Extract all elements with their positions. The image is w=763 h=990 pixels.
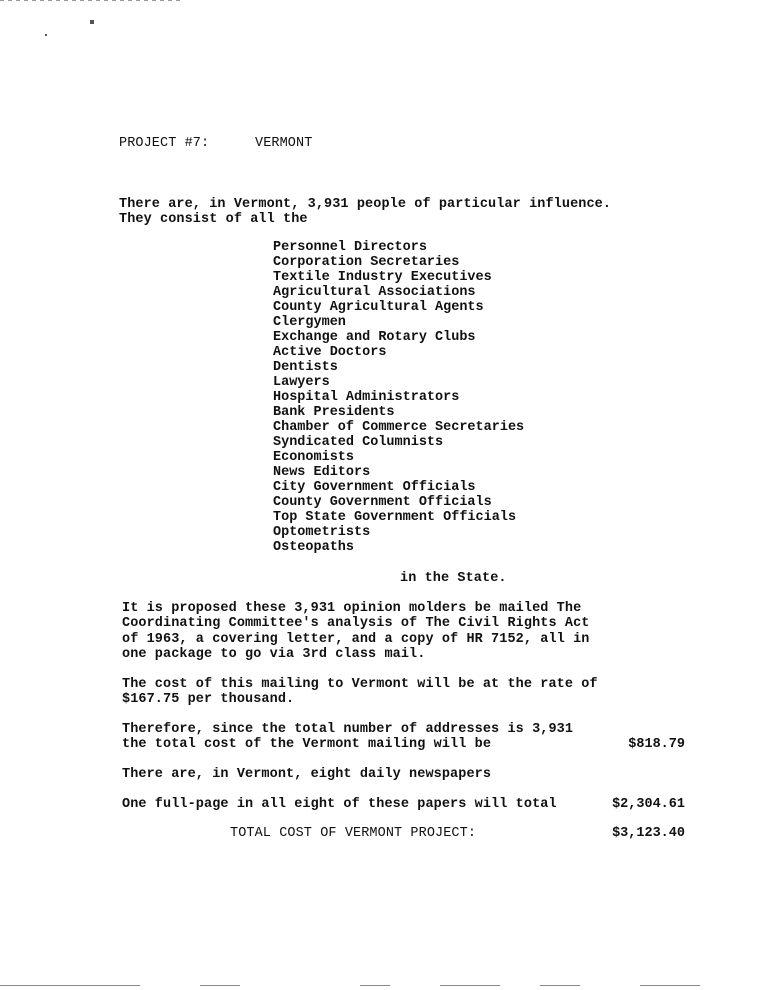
project-state: VERMONT [255, 136, 313, 151]
list-item: Hospital Administrators [273, 390, 460, 405]
influence-group-list [273, 240, 524, 555]
scan-edge-mark [440, 985, 500, 986]
list-item: Dentists [273, 360, 338, 375]
newspapers-line: There are, in Vermont, eight daily newspapers [122, 767, 492, 782]
list-item: Top State Government Officials [273, 510, 517, 525]
list-item: City Government Officials [273, 480, 476, 495]
scan-edge-mark [0, 0, 180, 1]
scan-edge-mark [0, 985, 140, 986]
scan-edge-mark [540, 985, 580, 986]
list-item: Economists [273, 450, 355, 465]
list-item: Bank Presidents [273, 405, 395, 420]
list-item: Textile Industry Executives [273, 270, 492, 285]
fullpage-line: One full-page in all eight of these papers will total [122, 797, 557, 812]
fullpage-amount: $2,304.61 [612, 797, 685, 812]
in-state-line: in the State. [400, 571, 507, 586]
list-item: County Government Officials [273, 495, 492, 510]
list-item: Personnel Directors [273, 240, 427, 255]
list-item: Corporation Secretaries [273, 255, 460, 270]
intro-line-1: There are, in Vermont, 3,931 people of particular influence. [119, 197, 612, 212]
cost-line-2: $167.75 per thousand. [122, 692, 295, 707]
scan-edge-mark [640, 985, 700, 986]
proposal-line-4: one package to go via 3rd class mail. [122, 647, 426, 662]
list-item: Optometrists [273, 525, 371, 540]
proposal-line-3: of 1963, a covering letter, and a copy of HR 7152, all in [122, 632, 590, 647]
scan-edge-mark [200, 985, 240, 986]
list-item: Clergymen [273, 315, 346, 330]
total-amount: $3,123.40 [612, 826, 685, 841]
list-item: Osteopaths [273, 540, 355, 555]
intro-line-2: They consist of all the [119, 212, 308, 227]
list-item: Agricultural Associations [273, 285, 476, 300]
list-item: County Agricultural Agents [273, 300, 484, 315]
list-item: Syndicated Columnists [273, 435, 444, 450]
total-label: TOTAL COST OF VERMONT PROJECT: [230, 826, 477, 841]
project-label: PROJECT #7: [119, 136, 210, 151]
mailing-cost-amount: $818.79 [628, 737, 685, 752]
therefore-line-1: Therefore, since the total number of addresses is 3,931 [122, 722, 574, 737]
therefore-line-2: the total cost of the Vermont mailing will be [122, 737, 492, 752]
scan-edge-mark [360, 985, 390, 986]
scan-speck [90, 20, 94, 24]
proposal-line-2: Coordinating Committee's analysis of The Civil Rights Act [122, 616, 590, 631]
list-item: Active Doctors [273, 345, 387, 360]
cost-line-1: The cost of this mailing to Vermont will be at the rate of [122, 677, 598, 692]
list-item: Exchange and Rotary Clubs [273, 330, 476, 345]
proposal-line-1: It is proposed these 3,931 opinion molders be mailed The [122, 601, 582, 616]
list-item: Chamber of Commerce Secretaries [273, 420, 525, 435]
scan-speck [45, 34, 47, 36]
list-item: News Editors [273, 465, 371, 480]
list-item: Lawyers [273, 375, 330, 390]
